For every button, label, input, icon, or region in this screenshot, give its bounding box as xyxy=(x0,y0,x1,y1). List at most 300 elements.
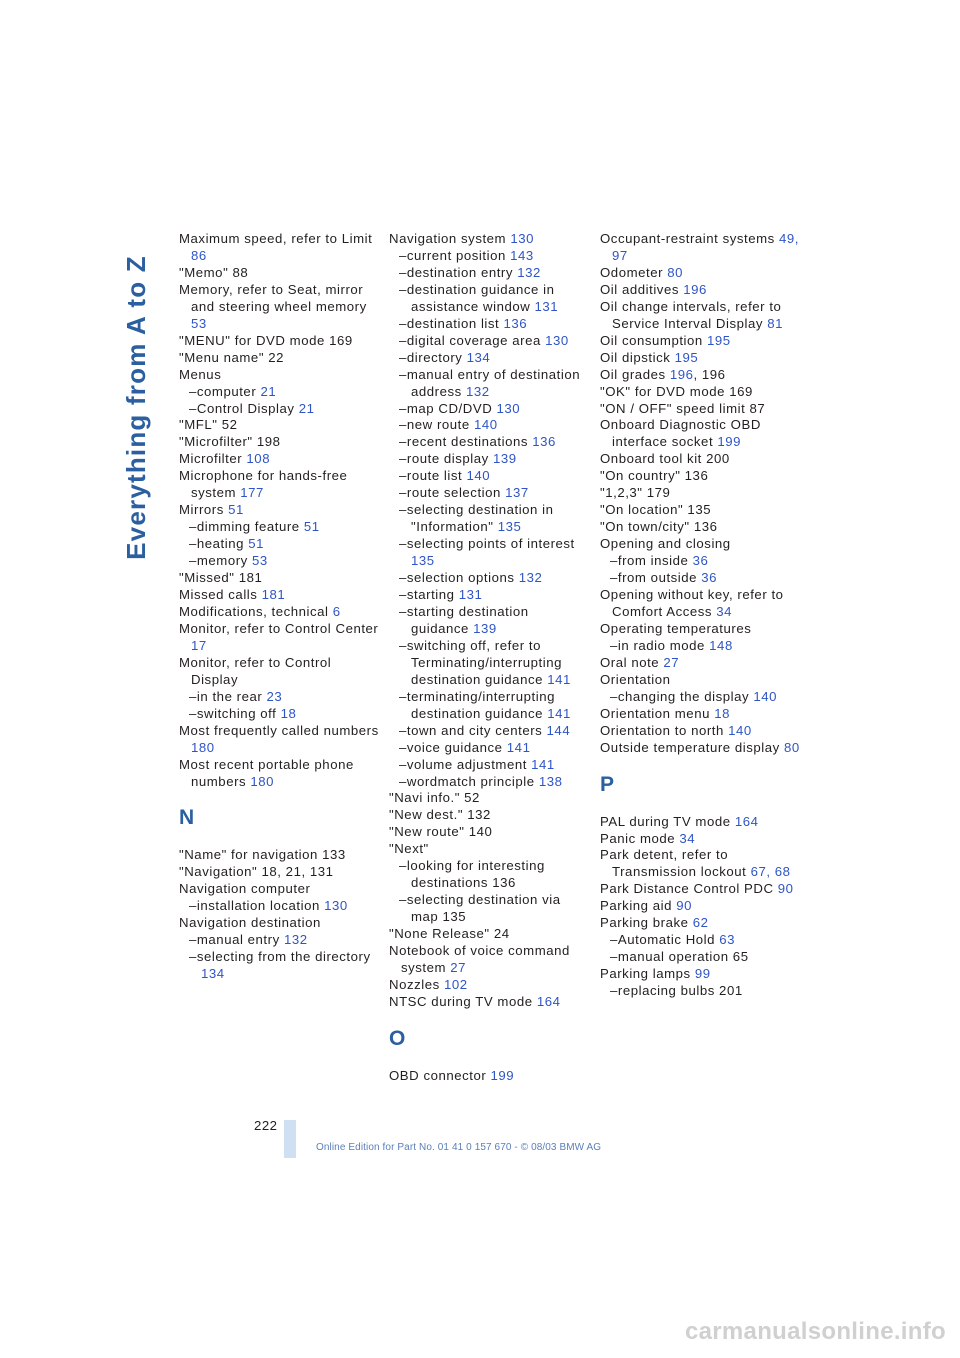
index-subentry xyxy=(179,519,379,536)
subentry-dash: – xyxy=(399,434,407,450)
page-reference-link[interactable]: 80 xyxy=(784,739,800,755)
page-reference-link[interactable]: 141 xyxy=(547,671,571,687)
page-reference-link[interactable]: 140 xyxy=(466,468,491,484)
page-number: 222 xyxy=(254,1118,278,1133)
index-letter-heading: P xyxy=(600,772,615,796)
index-subentry xyxy=(389,689,589,723)
index-entry xyxy=(179,757,379,791)
index-entry xyxy=(600,333,800,350)
page-reference-link[interactable]: 143 xyxy=(510,247,534,263)
index-subentry xyxy=(389,723,589,740)
page-number-bar xyxy=(284,1120,296,1158)
entry-text: recent destinations xyxy=(406,434,533,450)
index-subentry xyxy=(389,536,589,570)
page-reference-link[interactable]: 108 xyxy=(246,451,271,467)
entry-text: Microphone for hands-free system xyxy=(179,468,348,501)
index-subentry xyxy=(179,706,379,723)
entry-text: replacing bulbs 201 xyxy=(617,983,743,999)
index-subentry xyxy=(389,502,589,536)
subentry-dash: – xyxy=(399,400,407,416)
subentry-dash: – xyxy=(399,349,407,365)
page-reference-link[interactable]: 130 xyxy=(496,400,521,416)
index-subentry xyxy=(389,638,589,689)
index-entry xyxy=(600,468,800,485)
entry-text: Control Display xyxy=(196,400,299,416)
index-entry xyxy=(600,814,800,831)
entry-text: selecting points of interest xyxy=(406,536,575,552)
page-reference-link[interactable]: 141 xyxy=(506,739,531,755)
entry-text: "New dest." 132 xyxy=(389,807,491,823)
entry-text: "Next" xyxy=(389,841,429,857)
subentry-dash: – xyxy=(399,451,407,467)
entry-text: Outside temperature display xyxy=(600,739,784,755)
page-reference-link[interactable]: 18 xyxy=(280,705,297,721)
entry-text: Operating temperatures xyxy=(600,620,752,636)
page-reference-link[interactable]: 132 xyxy=(517,264,541,280)
index-entry xyxy=(179,265,379,282)
subentry-dash: – xyxy=(610,949,618,965)
subentry-dash: – xyxy=(189,898,197,914)
entry-text: Mirrors xyxy=(179,502,229,518)
page-reference-link[interactable]: 80 xyxy=(667,264,684,280)
index-subentry xyxy=(389,604,589,638)
page-reference-link[interactable]: 138 xyxy=(538,773,563,789)
subentry-dash: – xyxy=(399,315,407,331)
entry-text: "ON / OFF" speed limit 87 xyxy=(600,400,766,416)
index-subentry xyxy=(389,265,589,282)
index-subentry xyxy=(600,638,800,655)
page-reference-link[interactable]: 27 xyxy=(450,959,467,975)
index-entry xyxy=(179,417,379,434)
subentry-dash: – xyxy=(399,570,407,586)
index-entry xyxy=(389,841,589,858)
subentry-dash: – xyxy=(399,281,407,297)
page-reference-link[interactable]: 53 xyxy=(252,553,268,569)
index-entry xyxy=(600,881,800,898)
index-letter-heading: N xyxy=(179,806,195,830)
entry-text: Microfilter xyxy=(179,451,247,467)
index-subentry xyxy=(179,898,379,915)
index-entry xyxy=(600,451,800,468)
watermark: carmanualsonline.info xyxy=(684,1318,946,1345)
page-reference-link[interactable]: 164 xyxy=(734,813,759,829)
page-reference-link[interactable]: 90 xyxy=(777,881,794,897)
page-reference-link[interactable]: 140 xyxy=(728,722,752,738)
entry-text: Notebook of voice command system xyxy=(389,943,570,975)
subentry-dash: – xyxy=(189,949,197,965)
index-subentry xyxy=(179,949,379,983)
entry-text: Most recent portable phone numbers xyxy=(179,756,354,789)
index-subentry xyxy=(389,485,589,502)
index-entry xyxy=(600,536,800,553)
subentry-dash: – xyxy=(399,264,407,280)
page-reference-link[interactable]: 139 xyxy=(473,620,497,636)
index-entry xyxy=(179,587,379,604)
subentry-dash: – xyxy=(399,722,407,738)
page-reference-link[interactable]: 81 xyxy=(767,315,783,331)
entry-text: switching off, refer to Terminating/interrupting destination guidance xyxy=(406,637,563,687)
page-reference-link[interactable]: 63 xyxy=(719,932,736,948)
index-entry xyxy=(600,417,800,451)
index-entry xyxy=(179,604,379,621)
entry-text: PAL during TV mode xyxy=(600,813,735,829)
index-entry xyxy=(179,333,379,350)
entry-text: selection options xyxy=(406,570,519,586)
page-reference-link[interactable]: 34 xyxy=(679,830,696,846)
entry-text: directory xyxy=(406,349,467,365)
page-reference-link[interactable]: 6 xyxy=(332,603,341,619)
index-subentry xyxy=(389,248,589,265)
subentry-dash: – xyxy=(189,400,197,416)
section-side-title-text: Everything from A to Z xyxy=(120,255,151,560)
entry-text: Monitor, refer to Control Center xyxy=(179,620,379,636)
entry-text: Navigation destination xyxy=(179,915,321,931)
entry-text: selecting from the directory xyxy=(196,949,371,965)
index-entry xyxy=(389,994,589,1011)
entry-text: installation location xyxy=(196,898,325,914)
entry-text: Oil grades xyxy=(600,366,670,382)
page-reference-link[interactable]: 196 xyxy=(683,281,707,297)
entry-text-after: , 196 xyxy=(693,366,726,382)
page-reference-link[interactable]: 177 xyxy=(240,485,264,501)
page-reference-link[interactable]: 34 xyxy=(716,603,733,619)
index-entry xyxy=(179,915,379,932)
entry-text: Oral note xyxy=(600,654,664,670)
entry-text: Most frequently called numbers xyxy=(179,722,379,738)
page-reference-link[interactable]: 51 xyxy=(303,519,320,535)
page-reference-link[interactable]: 148 xyxy=(709,637,733,653)
index-subentry xyxy=(389,333,589,350)
index-subentry xyxy=(389,774,589,791)
index-entry xyxy=(179,723,379,757)
footer-edition-note: Online Edition for Part No. 01 41 0 157 670 - © 08/03 BMW AG xyxy=(316,1142,602,1153)
page-reference-link[interactable]: 195 xyxy=(707,332,731,348)
index-entry xyxy=(389,231,589,248)
index-entry xyxy=(389,807,589,824)
entry-text: wordmatch principle xyxy=(406,773,539,789)
page-reference-link[interactable]: 99 xyxy=(694,966,711,982)
index-entry xyxy=(600,966,800,983)
page-reference-link[interactable]: 180 xyxy=(191,739,215,755)
index-entry xyxy=(600,831,800,848)
entry-text: "On country" 136 xyxy=(600,468,709,484)
index-entry xyxy=(600,740,800,757)
index-entry xyxy=(179,468,379,502)
entry-text: destination guidance in assistance window xyxy=(406,281,555,314)
index-column-2 xyxy=(389,231,589,1085)
index-entry xyxy=(179,621,379,655)
index-entry xyxy=(600,723,800,740)
page-reference-link[interactable]: 136 xyxy=(532,434,556,450)
page-reference-link[interactable]: 49, 97 xyxy=(612,231,799,263)
index-subentry xyxy=(600,553,800,570)
index-subentry xyxy=(389,417,589,434)
index-subentry xyxy=(389,757,589,774)
index-entry xyxy=(179,350,379,367)
index-subentry xyxy=(389,451,589,468)
entry-text: from outside xyxy=(617,570,702,586)
index-entry xyxy=(389,977,589,994)
entry-text: "Memo" 88 xyxy=(179,264,249,280)
index-subentry xyxy=(389,858,589,892)
entry-text: OBD connector xyxy=(389,1067,491,1083)
entry-text: "Name" for navigation 133 xyxy=(179,847,346,863)
page-reference-link[interactable]: 51 xyxy=(228,502,244,518)
page-reference-link[interactable]: 27 xyxy=(663,654,680,670)
page-reference-link[interactable]: 62 xyxy=(692,915,709,931)
index-entry xyxy=(600,350,800,367)
index-subentry xyxy=(600,983,800,1000)
entry-text: looking for interesting destinations 136 xyxy=(406,858,545,891)
index-entry xyxy=(389,1068,589,1085)
subentry-dash: – xyxy=(399,468,407,484)
subentry-dash: – xyxy=(189,932,197,948)
entry-text: map CD/DVD xyxy=(406,400,497,416)
page-reference-link[interactable]: 196 xyxy=(669,366,694,382)
entry-text: "On location" 135 xyxy=(600,502,712,518)
entry-text: manual entry xyxy=(196,932,284,948)
page-reference-link[interactable]: 36 xyxy=(701,570,718,586)
index-entry xyxy=(600,706,800,723)
entry-text: from inside xyxy=(617,553,693,569)
index-entry xyxy=(179,655,379,689)
index-entry xyxy=(600,367,800,384)
entry-text: "MFL" 52 xyxy=(179,417,238,433)
index-subentry xyxy=(389,468,589,485)
index-entry xyxy=(600,502,800,519)
page-reference-link[interactable]: 135 xyxy=(411,553,435,569)
index-entry xyxy=(600,915,800,932)
subentry-dash: – xyxy=(189,705,197,721)
page-reference-link[interactable]: 134 xyxy=(466,349,491,365)
page-reference-link[interactable]: 181 xyxy=(261,587,286,603)
index-subentry xyxy=(389,350,589,367)
entry-text: Onboard tool kit 200 xyxy=(600,451,730,467)
entry-text: dimming feature xyxy=(196,519,304,535)
index-entry xyxy=(389,790,589,807)
index-subentry xyxy=(389,892,589,926)
index-entry xyxy=(600,898,800,915)
entry-text: "Navigation" 18, 21, 131 xyxy=(179,864,334,880)
index-subentry xyxy=(389,570,589,587)
page-reference-link[interactable]: 130 xyxy=(324,898,348,914)
index-subentry xyxy=(389,401,589,418)
entry-text: route display xyxy=(406,451,494,467)
page-reference-link[interactable]: 141 xyxy=(531,756,555,772)
page-reference-link[interactable]: 131 xyxy=(458,587,483,603)
page-reference-link[interactable]: 132 xyxy=(518,570,543,586)
page-reference-link[interactable]: 21 xyxy=(260,383,277,399)
page-reference-link[interactable]: 136 xyxy=(503,315,528,331)
index-entry xyxy=(600,384,800,401)
index-letter-heading: O xyxy=(389,1026,406,1050)
entry-text: starting destination guidance xyxy=(406,603,529,636)
page-reference-link[interactable]: 135 xyxy=(497,519,522,535)
index-entry xyxy=(389,943,589,977)
entry-text: Menus xyxy=(179,366,222,382)
index-entry xyxy=(179,502,379,519)
entry-text: route list xyxy=(406,468,467,484)
page-reference-link[interactable]: 199 xyxy=(490,1067,515,1083)
page-reference-link[interactable]: 199 xyxy=(717,434,742,450)
entry-text: manual operation 65 xyxy=(617,949,749,965)
subentry-dash: – xyxy=(610,688,618,704)
section-side-title xyxy=(118,230,154,585)
page-reference-link[interactable]: 144 xyxy=(546,722,571,738)
index-entry xyxy=(600,485,800,502)
entry-text: Opening and closing xyxy=(600,536,731,552)
index-subentry xyxy=(600,570,800,587)
page-reference-link[interactable]: 137 xyxy=(505,485,529,501)
page-reference-link[interactable]: 164 xyxy=(536,993,561,1009)
subentry-dash: – xyxy=(610,932,618,948)
page-reference-link[interactable]: 132 xyxy=(465,383,490,399)
index-subentry xyxy=(389,587,589,604)
index-entry xyxy=(179,864,379,881)
entry-text: Opening without key, refer to Comfort Access xyxy=(600,587,784,619)
entry-text: Odometer xyxy=(600,264,668,280)
index-entry xyxy=(179,231,379,265)
page-reference-link[interactable]: 17 xyxy=(191,637,207,653)
index-entry xyxy=(600,282,800,299)
page-reference-link[interactable]: 131 xyxy=(534,298,559,314)
entry-text: digital coverage area xyxy=(406,332,546,348)
page-reference-link[interactable]: 130 xyxy=(545,332,569,348)
subentry-dash: – xyxy=(399,739,407,755)
entry-text: "Missed" 181 xyxy=(179,570,263,586)
entry-text: destination list xyxy=(406,315,504,331)
page-reference-link[interactable]: 53 xyxy=(191,315,207,331)
entry-text: Memory, refer to Seat, mirror and steering wheel memory xyxy=(179,281,367,314)
entry-text: Oil change intervals, refer to Service Interval Display xyxy=(600,298,782,331)
page-reference-link[interactable]: 90 xyxy=(676,898,693,914)
index-entry xyxy=(600,655,800,672)
entry-text: Navigation system xyxy=(389,231,511,246)
entry-text: Modifications, technical xyxy=(179,603,333,619)
entry-text: "MENU" for DVD mode 169 xyxy=(179,332,353,348)
index-entry xyxy=(389,926,589,943)
entry-text: selecting destination via map 135 xyxy=(406,892,561,925)
entry-text: manual entry of destination address xyxy=(406,366,581,399)
index-entry xyxy=(600,621,800,638)
page-reference-link[interactable]: 86 xyxy=(191,247,207,263)
index-entry xyxy=(600,265,800,282)
entry-text: Parking lamps xyxy=(600,966,695,982)
entry-text: Monitor, refer to Control Display xyxy=(179,654,332,687)
page-reference-link[interactable]: 139 xyxy=(493,451,517,467)
index-entry xyxy=(600,672,800,689)
subentry-dash: – xyxy=(399,502,407,518)
page-reference-link[interactable]: 180 xyxy=(250,773,275,789)
index-subentry xyxy=(179,932,379,949)
index-subentry xyxy=(600,689,800,706)
entry-text: Park detent, refer to Transmission lockout xyxy=(600,847,751,880)
subentry-dash: – xyxy=(399,688,407,704)
subentry-dash: – xyxy=(610,570,618,586)
index-subentry xyxy=(179,384,379,401)
index-entry xyxy=(179,434,379,451)
entry-text: "None Release" 24 xyxy=(389,926,510,942)
subentry-dash: – xyxy=(399,587,407,603)
page-reference-link[interactable]: 140 xyxy=(753,688,777,704)
entry-text: Orientation menu xyxy=(600,705,715,721)
index-entry xyxy=(600,519,800,536)
subentry-dash: – xyxy=(189,688,197,704)
page-reference-link[interactable]: 140 xyxy=(473,417,498,433)
index-subentry xyxy=(389,367,589,401)
entry-text: Parking aid xyxy=(600,898,677,914)
entry-text: voice guidance xyxy=(406,739,507,755)
entry-text: Oil dipstick xyxy=(600,349,675,365)
index-entry xyxy=(600,401,800,418)
subentry-dash: – xyxy=(189,553,197,569)
subentry-dash: – xyxy=(189,519,197,535)
index-subentry xyxy=(179,401,379,418)
entry-text: "Navi info." 52 xyxy=(389,790,480,806)
entry-text: Onboard Diagnostic OBD interface socket xyxy=(600,417,761,450)
entry-text: new route xyxy=(406,417,474,433)
entry-text: "New route" 140 xyxy=(389,824,493,840)
index-subentry xyxy=(179,553,379,570)
page-reference-link[interactable]: 21 xyxy=(298,400,315,416)
entry-text: Park Distance Control PDC xyxy=(600,881,778,897)
subentry-dash: – xyxy=(610,983,618,999)
page-reference-link[interactable]: 18 xyxy=(714,705,730,721)
entry-text: town and city centers xyxy=(406,722,547,738)
subentry-dash: – xyxy=(399,637,407,653)
index-subentry xyxy=(179,689,379,706)
page-reference-link[interactable]: 51 xyxy=(248,536,265,552)
entry-text: Navigation computer xyxy=(179,881,311,897)
subentry-dash: – xyxy=(610,637,618,653)
entry-text: Oil consumption xyxy=(600,332,708,348)
page-reference-link[interactable]: 195 xyxy=(674,349,699,365)
index-subentry xyxy=(600,932,800,949)
index-entry xyxy=(600,231,800,265)
page-reference-link[interactable]: 67, 68 xyxy=(750,864,791,880)
page-reference-link[interactable]: 141 xyxy=(547,705,571,721)
page-reference-link[interactable]: 36 xyxy=(692,553,709,569)
index-subentry xyxy=(600,949,800,966)
entry-text: volume adjustment xyxy=(406,756,532,772)
subentry-dash: – xyxy=(399,485,407,501)
index-entry xyxy=(600,847,800,881)
index-entry xyxy=(179,570,379,587)
subentry-dash: – xyxy=(399,603,407,619)
subentry-dash: – xyxy=(399,417,407,433)
page-reference-link[interactable]: 102 xyxy=(443,976,468,992)
entry-text: heating xyxy=(196,536,249,552)
index-entry xyxy=(179,367,379,384)
entry-text: switching off xyxy=(196,705,281,721)
entry-text: in the rear xyxy=(196,688,267,704)
entry-text: Occupant-restraint systems xyxy=(600,231,780,246)
entry-text: memory xyxy=(196,553,253,569)
index-column-1 xyxy=(179,231,379,983)
entry-text: Panic mode xyxy=(600,830,680,846)
page-reference-link[interactable]: 23 xyxy=(266,688,283,704)
entry-text: Automatic Hold xyxy=(617,932,720,948)
entry-text: current position xyxy=(406,247,511,263)
index-subentry xyxy=(389,434,589,451)
page-reference-link[interactable]: 130 xyxy=(510,231,534,246)
page-reference-link[interactable]: 132 xyxy=(283,932,308,948)
page-reference-link[interactable]: 134 xyxy=(201,966,225,982)
entry-text: changing the display xyxy=(617,688,754,704)
index-entry xyxy=(179,282,379,333)
index-entry xyxy=(600,299,800,333)
entry-text: "Menu name" 22 xyxy=(179,349,285,365)
